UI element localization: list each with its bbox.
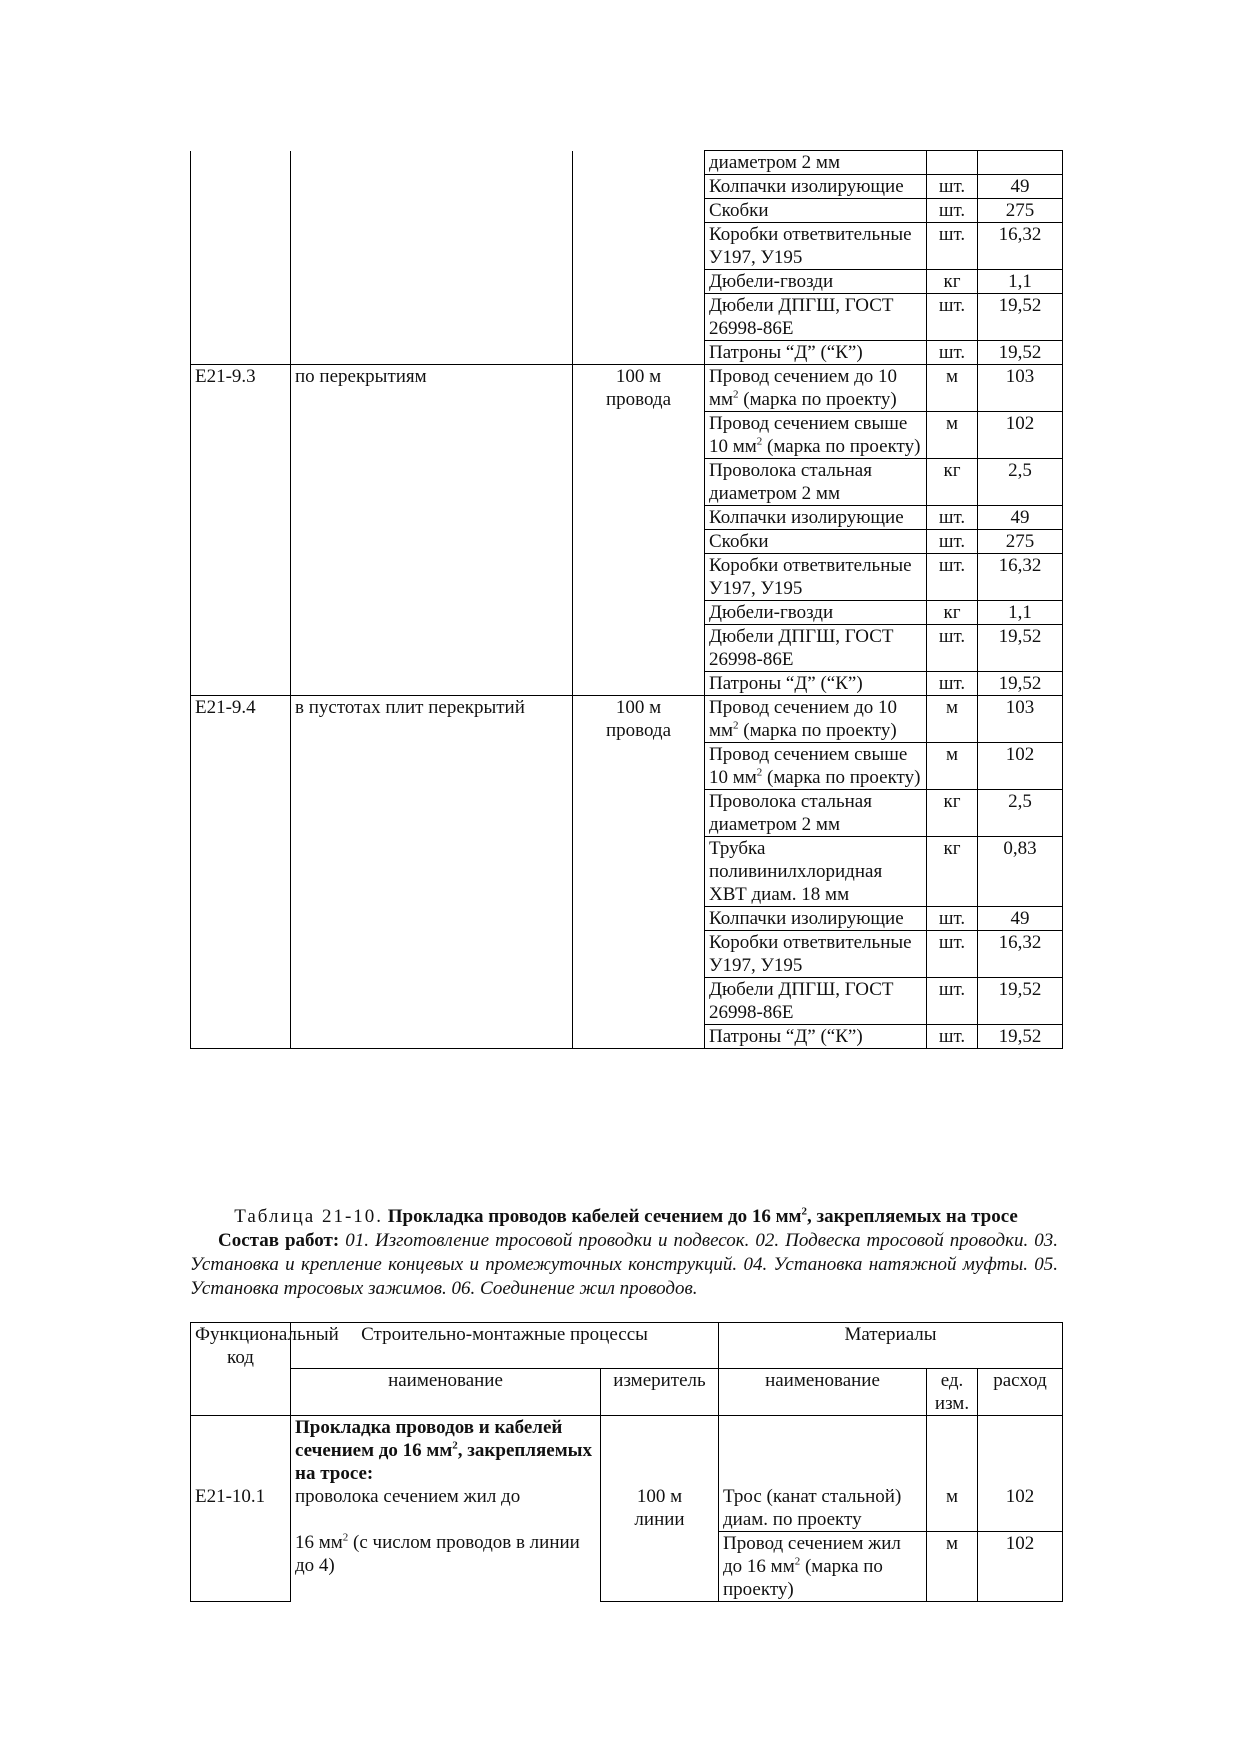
material-qty: 16,32 [978, 223, 1063, 270]
header-unit: ед. изм. [927, 1369, 978, 1416]
material-qty: 19,52 [978, 625, 1063, 672]
material-name: Скобки [705, 199, 927, 223]
function-code: Е21-9.3 [191, 365, 291, 696]
process-name: по перекрытиям [291, 365, 573, 696]
process-cell-empty [291, 151, 573, 365]
table-row [191, 365, 1063, 412]
material-qty: 1,1 [978, 270, 1063, 294]
material-unit: шт. [927, 506, 978, 530]
material-qty: 102 [978, 1416, 1063, 1532]
material-qty: 19,52 [978, 341, 1063, 365]
material-qty [978, 151, 1063, 175]
material-qty: 2,5 [978, 459, 1063, 506]
function-code: Е21-10.1 [195, 1486, 266, 1507]
process-line-2: 16 $мм^2$ (с числом проводов в линии до 4) [295, 1531, 580, 1576]
material-name: Скобки [705, 530, 927, 554]
material-qty: 19,52 [978, 978, 1063, 1025]
material-name: Патроны “Д” (“К”) [705, 341, 927, 365]
table-number: Таблица 21-10. [234, 1206, 384, 1227]
material-qty: 19,52 [978, 1025, 1063, 1049]
function-code: Е21-9.4 [191, 696, 291, 1049]
material-unit: м [927, 743, 978, 790]
material-unit: шт. [927, 672, 978, 696]
material-unit: кг [927, 270, 978, 294]
materials-table-continued [190, 150, 1063, 1049]
material-name: Дюбели-гвозди [705, 270, 927, 294]
material-name: Дюбели ДПГШ, ГОСТ 26998-86Е [705, 978, 927, 1025]
header-measure: измеритель [601, 1369, 719, 1416]
material-qty: 16,32 [978, 931, 1063, 978]
material-name: Дюбели ДПГШ, ГОСТ 26998-86Е [705, 294, 927, 341]
material-qty: 19,52 [978, 672, 1063, 696]
material-qty: 49 [978, 175, 1063, 199]
material-name: Дюбели ДПГШ, ГОСТ 26998-86Е [705, 625, 927, 672]
code-cell-cont [191, 1532, 291, 1602]
measure-unit: 100 м провода [573, 696, 705, 1049]
material-qty: 102 [978, 412, 1063, 459]
material-unit: шт. [927, 907, 978, 931]
material-unit: кг [927, 459, 978, 506]
process-line-1: проволока сечением жил до [295, 1486, 521, 1507]
header-processes: Строительно-монтажные процессы [291, 1323, 719, 1369]
material-qty: 102 [978, 1532, 1063, 1602]
composition-label: Состав работ: [218, 1230, 340, 1251]
material-name: Коробки ответвительные У197, У195 [705, 931, 927, 978]
code-cell [191, 1416, 291, 1532]
table-caption [190, 1205, 1062, 1228]
material-unit: шт. [927, 1025, 978, 1049]
code-cell-empty [191, 151, 291, 365]
material-qty: 103 [978, 696, 1063, 743]
material-name: Трубка поливинилхлоридная ХВТ диам. 18 мм [705, 837, 927, 907]
table-title: Прокладка проводов кабелей сечением до 16 $мм^2$, закрепляемых на тросе [387, 1205, 1018, 1227]
material-unit: шт. [927, 978, 978, 1025]
table-21-10 [190, 1322, 1063, 1602]
material-unit: кг [927, 790, 978, 837]
material-name: Провод сечением жил до 16 $мм^2$ (марка по проекту) [719, 1532, 927, 1602]
material-unit: шт. [927, 931, 978, 978]
material-name: Провод сечением свыше 10 $мм^2$ (марка по проекту) [705, 412, 927, 459]
material-unit: шт. [927, 294, 978, 341]
material-name: Патроны “Д” (“К”) [705, 672, 927, 696]
process-description [291, 1416, 601, 1602]
work-composition [190, 1229, 1058, 1301]
material-unit: шт. [927, 530, 978, 554]
material-qty: 16,32 [978, 554, 1063, 601]
measure-cell-cont [601, 1532, 719, 1602]
composition-text: 01. Изготовление тросовой проводки и подвесок. 02. Подвеска тросовой проводки. 03. Установка и крепление концевых и промежуточных конструкций. 04. Установка натяжной муфты. 05. Установка тросовых зажимов. 06. Соединение жил проводов. [190, 1230, 1058, 1299]
measure-cell: 100 м линии [601, 1416, 719, 1532]
material-name: Проволока стальная диаметром 2 мм [705, 790, 927, 837]
material-name: Провод сечением до 10 $мм^2$ (марка по проекту) [705, 365, 927, 412]
header-func-code: Функциональный код [191, 1323, 291, 1416]
table-row [191, 151, 1063, 175]
material-unit: шт. [927, 223, 978, 270]
process-name: в пустотах плит перекрытий [291, 696, 573, 1049]
material-unit: м [927, 1416, 978, 1532]
material-unit: м [927, 1532, 978, 1602]
table-row [191, 696, 1063, 743]
material-qty: 49 [978, 506, 1063, 530]
material-unit: шт. [927, 554, 978, 601]
material-name: Проволока стальная диаметром 2 мм [705, 459, 927, 506]
header-materials: Материалы [719, 1323, 1063, 1369]
material-unit [927, 151, 978, 175]
material-qty: 102 [978, 743, 1063, 790]
material-unit: шт. [927, 341, 978, 365]
header-consumption: расход [978, 1369, 1063, 1416]
material-qty: 19,52 [978, 294, 1063, 341]
material-qty: 49 [978, 907, 1063, 931]
material-unit: кг [927, 601, 978, 625]
material-qty: 103 [978, 365, 1063, 412]
material-name: Патроны “Д” (“К”) [705, 1025, 927, 1049]
material-name: Колпачки изолирующие [705, 175, 927, 199]
material-name: Провод сечением до 10 $мм^2$ (марка по проекту) [705, 696, 927, 743]
material-unit: кг [927, 837, 978, 907]
material-name: Коробки ответвительные У197, У195 [705, 223, 927, 270]
material-name: Дюбели-гвозди [705, 601, 927, 625]
material-unit: шт. [927, 175, 978, 199]
material-unit: шт. [927, 625, 978, 672]
material-qty: 2,5 [978, 790, 1063, 837]
material-unit: м [927, 696, 978, 743]
measure-unit: 100 м провода [573, 365, 705, 696]
material-qty: 275 [978, 530, 1063, 554]
material-name: Трос (канат стальной) диам. по проекту [719, 1416, 927, 1532]
material-unit: м [927, 412, 978, 459]
measure-cell-empty [573, 151, 705, 365]
material-qty: 0,83 [978, 837, 1063, 907]
material-name: Провод сечением свыше 10 $мм^2$ (марка по проекту) [705, 743, 927, 790]
material-unit: шт. [927, 199, 978, 223]
material-qty: 275 [978, 199, 1063, 223]
process-heading: Прокладка проводов и кабелей сечением до 16 $мм^2$, закрепляемых на тросе: [295, 1417, 592, 1484]
material-name: диаметром 2 мм [705, 151, 927, 175]
header-process-name: наименование [291, 1369, 601, 1416]
material-name: Колпачки изолирующие [705, 506, 927, 530]
material-qty: 1,1 [978, 601, 1063, 625]
material-name: Коробки ответвительные У197, У195 [705, 554, 927, 601]
header-material-name: наименование [719, 1369, 927, 1416]
material-unit: м [927, 365, 978, 412]
material-name: Колпачки изолирующие [705, 907, 927, 931]
